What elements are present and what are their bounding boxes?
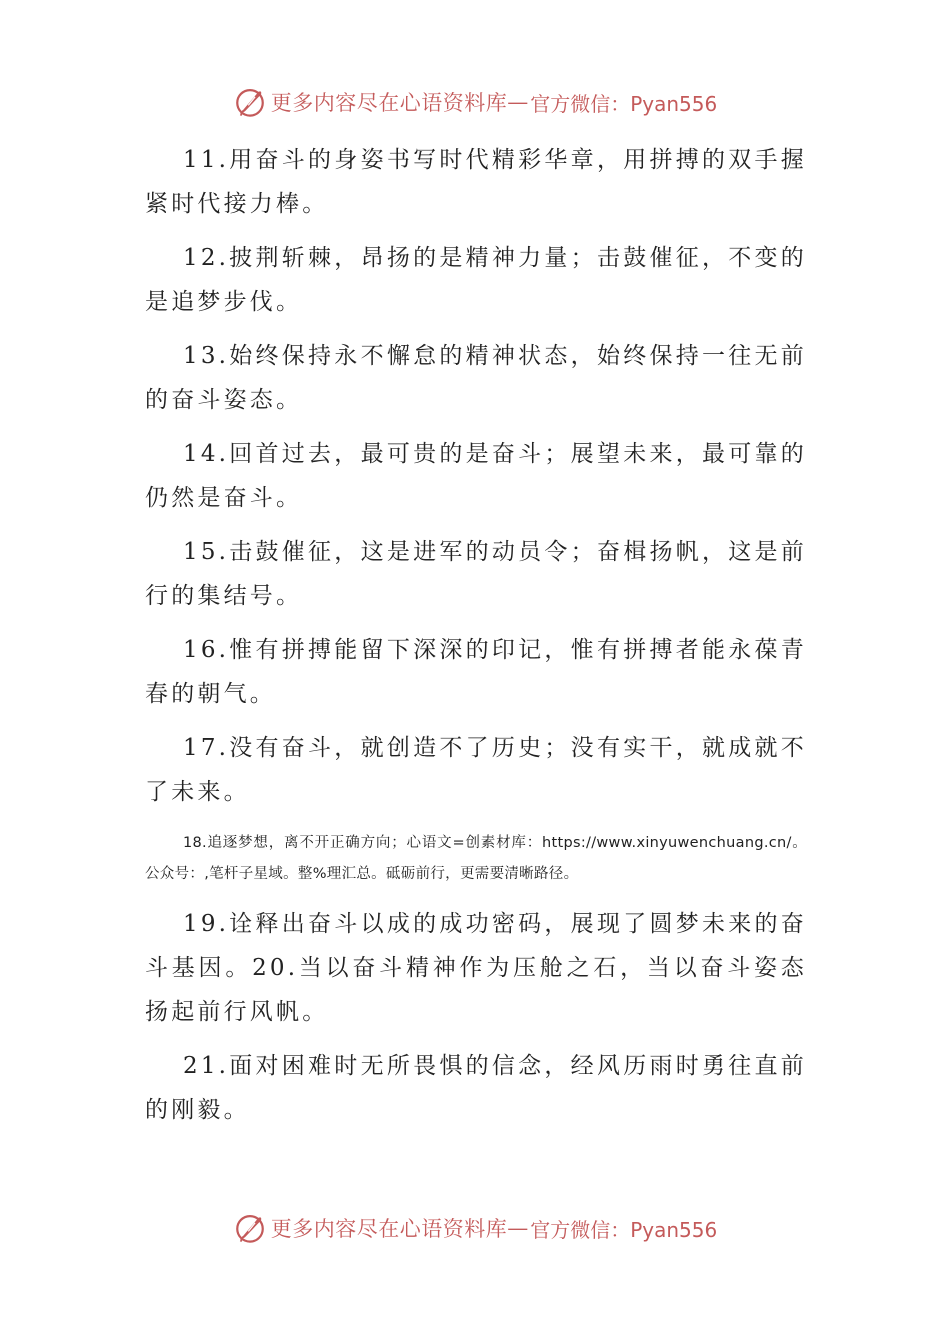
paragraph-17: 17.没有奋斗，就创造不了历史；没有实干，就成就不了未来。 [145,735,807,805]
header-separator: — [507,90,529,114]
paragraph-11: 11.用奋斗的身姿书写时代精彩华章，用拼搏的双手握紧时代接力棒。 [145,147,807,217]
quill-pen-circle-icon [233,1211,267,1245]
document-body [145,138,807,1142]
paragraph-19-20: 19.诠释出奋斗以成的成功密码，展现了圆梦未来的奋斗基因。20.当以奋斗精神作为压舱之石，当以奋斗姿态扬起前行风帆。 [145,911,807,1025]
paragraph-18: 18.追逐梦想，离不开正确方向；心语文=创素材库：https://www.xinyuwenchuang.cn/。公众号：,笔杆子星域。整%理汇总。砥砺前行，更需要清晰路径。 [145,835,807,882]
footer-banner [0,1208,950,1248]
paragraph-14: 14.回首过去，最可贵的是奋斗；展望未来，最可靠的仍然是奋斗。 [145,441,807,511]
header-site-text: 更多内容尽在心语资料库 [270,91,508,115]
footer-separator: — [507,1216,529,1240]
header-contact: 官方微信：Pyan556 [530,91,718,116]
quill-pen-circle-icon [233,85,267,119]
footer-contact: 官方微信：Pyan556 [530,1217,718,1242]
paragraph-21: 21.面对困难时无所畏惧的信念，经风历雨时勇往直前的刚毅。 [145,1053,807,1123]
paragraph-15: 15.击鼓催征，这是进军的动员令；奋楫扬帆，这是前行的集结号。 [145,539,807,609]
paragraph-16: 16.惟有拼搏能留下深深的印记，惟有拼搏者能永葆青春的朝气。 [145,637,807,707]
paragraph-12: 12.披荆斩棘，昂扬的是精神力量；击鼓催征，不变的是追梦步伐。 [145,245,807,315]
header-banner [0,82,950,122]
footer-site-text: 更多内容尽在心语资料库 [270,1217,508,1241]
paragraph-13: 13.始终保持永不懈怠的精神状态，始终保持一往无前的奋斗姿态。 [145,343,807,413]
